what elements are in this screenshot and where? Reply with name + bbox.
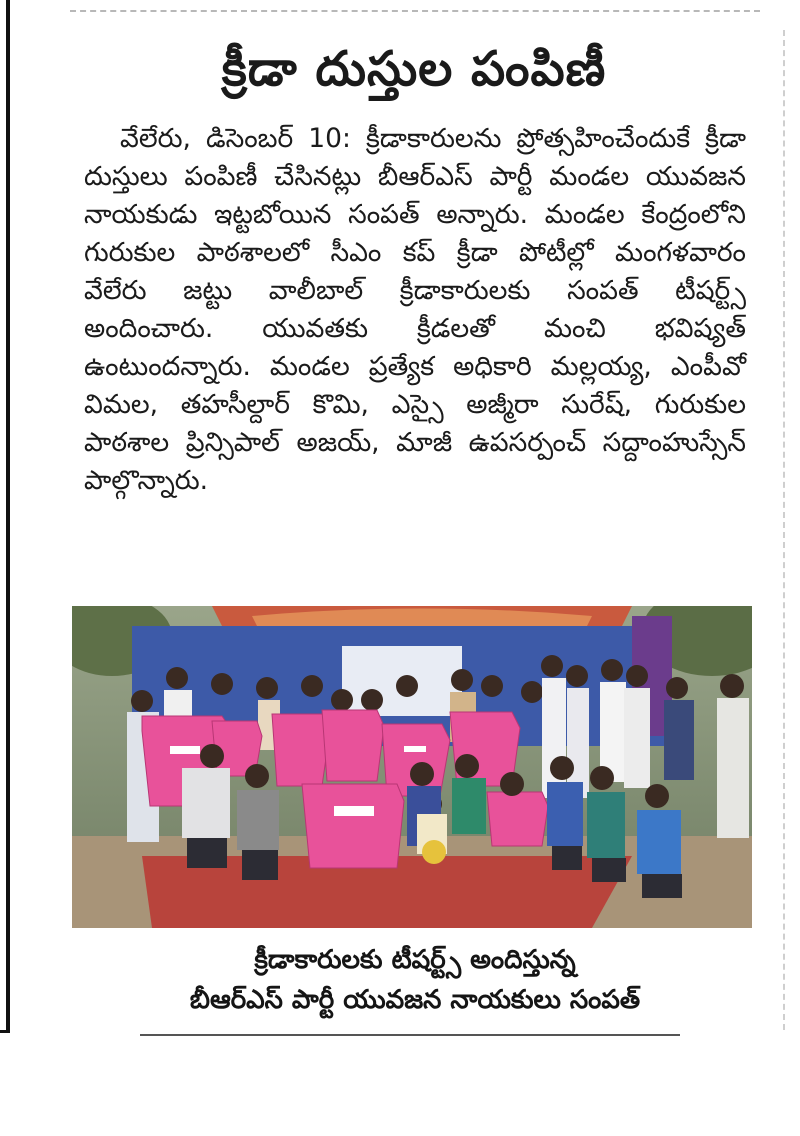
column-rule-left bbox=[6, 0, 10, 1030]
group-photo-illustration bbox=[72, 606, 752, 928]
article-headline: క్రీడా దుస్తుల పంపిణీ bbox=[221, 41, 607, 97]
article-body: వేలేరు, డిసెంబర్ 10: క్రీడాకారులను ప్రోత్సహించేందుకే క్రీడా దుస్తులు పంపిణీ చేసినట్లు బీఆర్ఎస్ పార్టీ మండల యువజన నాయకుడు ఇట్టబోయిన సంపత్ అన్నారు. మండల కేంద్రంలోని గురుకుల పాఠశాలలో సీఎం కప్ క్రీడా పోటీల్లో మంగళవారం వేలేరు జట్టు వాలీబాల్ క్రీడాకారులకు సంపత్ టీషర్ట్స్ అందించారు. యువతకు క్రీడలతో మంచి భవిష్యత్ ఉంటుందన్నారు. మండల ప్రత్యేక అధికారి మల్లయ్య, ఎంపీవో విమల, తహసీల్దార్ కొమి, ఎస్సై అజ్మీరా సురేష్, గురుకుల పాఠశాల ప్రిన్సిపాల్ అజయ్, మాజీ ఉపసర్పంచ్ సద్దాంహుస్సేన్ పాల్గొన్నారు. bbox=[84, 123, 746, 496]
photo-caption-line-2: బీఆర్ఎస్ పార్టీ యువజన నాయకులు సంపత్ bbox=[189, 985, 641, 1015]
photo-caption-line-1: క్రీడాకారులకు టీషర్ట్స్ అందిస్తున్న bbox=[254, 945, 576, 975]
article-photo bbox=[72, 606, 752, 928]
column-rule-right bbox=[783, 30, 785, 1030]
photo-caption bbox=[120, 940, 710, 1020]
column-rule-foot bbox=[0, 1030, 10, 1033]
news-article bbox=[72, 20, 756, 500]
caption-underline bbox=[140, 1034, 680, 1036]
column-rule-top bbox=[70, 10, 760, 12]
